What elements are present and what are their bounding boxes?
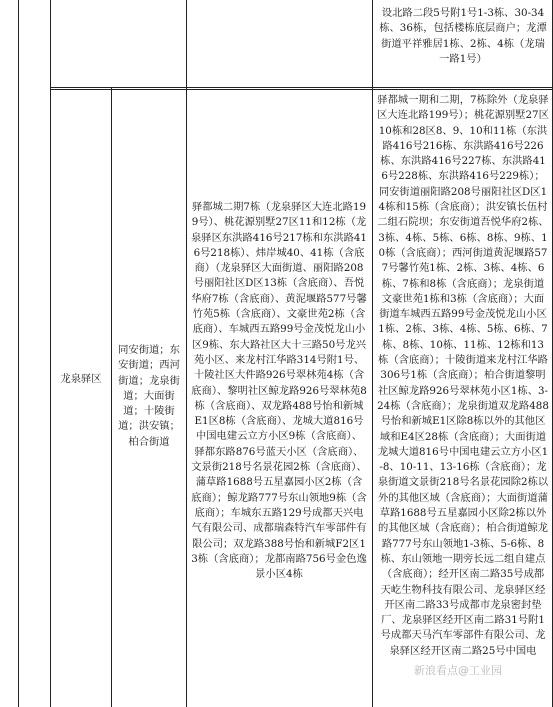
medium-risk-areas-text: 驿都城一期和二期，7栋除外（龙泉驿区大连北路199号）；桃花源别墅27区10栋和28区8、9、10和11栋（东洪路416号216栋、东洪路416号226栋、东洪路416号227栋、东洪路416号228栋、东洪路416号229栋）；同安街道丽阳路208号丽阳社区D区14栋和15栋（含底商）；洪安镇长伍村二组石院坝；东安街道吾悦华府2栋、3栋、4栋、5栋、6栋、8栋、9栋、10栋（含底商）；西河街道黄泥堰路577号馨竹苑1栋、2栋、3栋、4栋、6栋、7栋和8栋（含底商）；龙泉街道文豪世苑1栋和3栋（含底商）；大面街道车城西五路99号金茂悦龙山小区1栋、2栋、3栋、4栋、5栋、6栋、7栋、8栋、10栋、11栋、12栋和13栋（含底商）；十陵街道来龙村江华路306号1栋（含底商）；柏合街道黎明社区鲸龙路926号翠林苑小区1栋、3-24栋（含底商）；龙泉街道双龙路488号怡和新城E1区除8栋以外的其他区域和E4区28栋（含底商）；大面街道龙城大道816号中国电建云立方小区1-8、10-11、13-16栋（含底商）；龙泉街道文景街218号名景花园除2栋以外的其他区域（含底商）；大面街道蒲草路1688号五星嘉园小区除2栋以外的其他区域（含底商）；柏合街道鲸龙路777号东山领地1-3栋、5-6栋、8栋、东山领地一期旁长远二组自建点（含底商）；经开区南二路35号成都天屹生物科技有限公司、龙泉驿区经开区南二路33号成都市龙泉密封垫厂、龙泉驿区经开区南二路31号附1号成都天马汽车零部件有限公司、龙泉驿区经开区南二路25号中国电 (377, 94, 549, 657)
district-name: 龙泉驿区 (60, 373, 102, 385)
table-border-col3 (186, 0, 187, 707)
table-border-left (18, 0, 19, 707)
row-divider (50, 87, 553, 88)
table-border-col1 (50, 0, 51, 707)
top-row-medium-risk-text: 设北路二段5号附1号1-3栋、30-34栋、36栋，包括楼栋底层商户；龙潭街道平祥雅居1栋、2栋、4栋（龙瑞一路1号） (379, 7, 547, 65)
high-risk-areas-text: 驿都城二期7栋（龙泉驿区大连北路199号）、桃花源别墅27区11和12栋（龙泉驿区东洪路416号217栋和东洪路416号218栋）、炜岸城40、41栋（含底商）（龙泉驿区大面街道、丽阳路208号丽阳社区D区13栋（含底商）、吾悦华府7栋（含底商）、黄泥堰路577号馨竹苑5栋（含底商）、文豪世苑2栋（含底商）、车城西五路99号金茂悦龙山小区9栋、东大路社区大十三路50号龙兴苑小区、来龙村江华路314号附1号、十陵社区大件路926号翠林苑4栋（含底商）、黎明社区鲸龙路926号翠林苑8栋（含底商）、双龙路488号怡和新城E1区8栋（含底商）、龙城大道816号中国电建云立方小区9栋（含底商）、驿都东路876号蓝天小区（含底商）、文景街218号名景花园2栋（含底商）、蒲草路1688号五星嘉园小区2栋（含底商）；鲸龙路777号东山领地9栋（含底商）；车城东五路129号成都天兴电气有限公司、成都瑞森特汽车零部件有限公司；双龙路388号怡和新城F2区13栋（含底商）；龙都南路756号金色逸景小区4栋 (191, 201, 367, 581)
row-divider-inner (50, 89, 553, 90)
table-border-col2 (111, 87, 112, 707)
watermark: 新浪看点@工业园 (414, 664, 502, 677)
table-border-col4 (372, 0, 373, 707)
street-list: 同安街道；东安街道；西河街道；龙泉街道；大面街道；十陵街道；洪安镇；柏合街道 (118, 344, 180, 448)
